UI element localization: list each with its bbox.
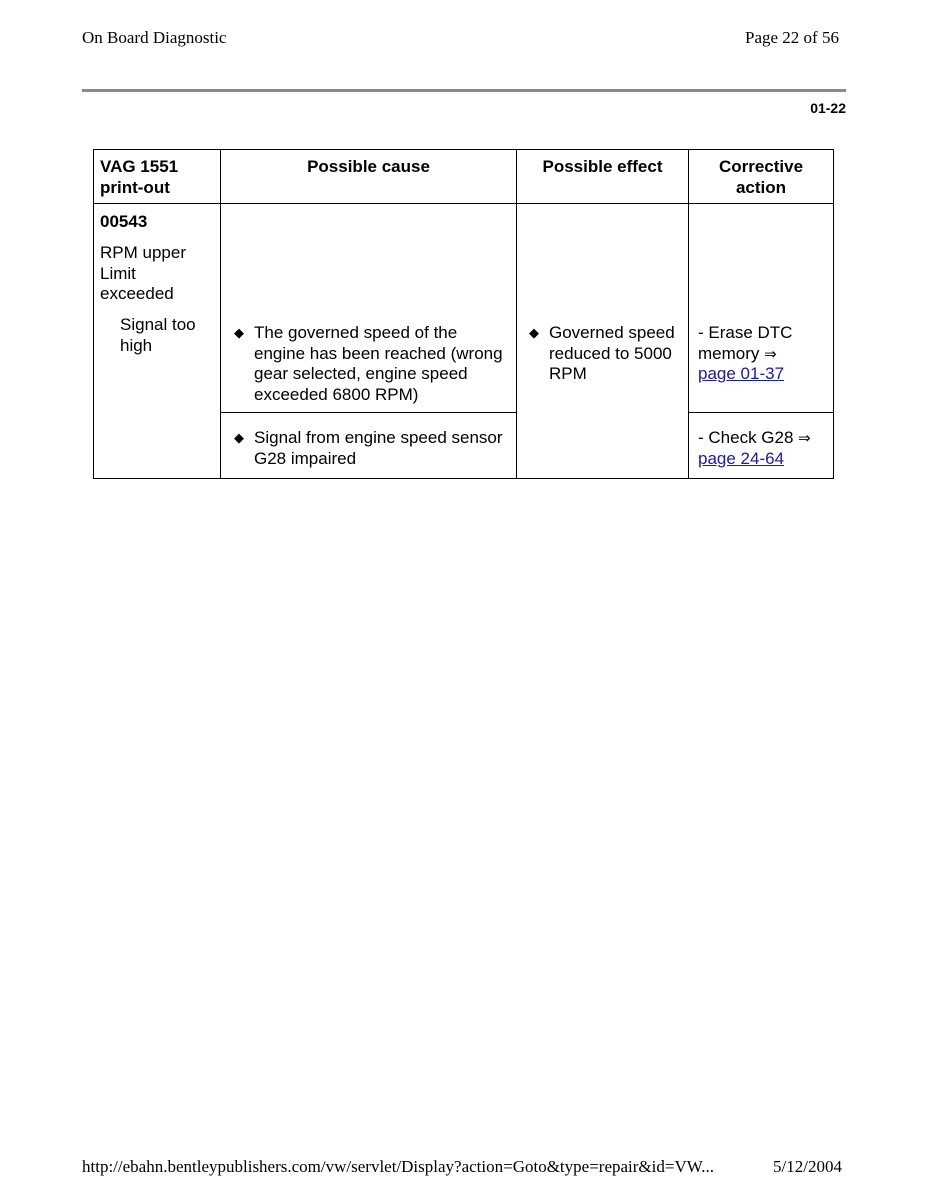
cause-cell-2 [221, 413, 517, 479]
header-print-out-line1: VAG 1551 [100, 157, 179, 176]
header-corrective-action [689, 150, 834, 204]
header-print-out-line2: print-out [100, 177, 170, 197]
action-item-2 [698, 428, 828, 469]
fault-cell [94, 204, 221, 479]
header-possible-cause: Possible cause [221, 150, 517, 204]
section-page-code: 01-22 [810, 100, 846, 116]
print-date: 5/12/2004 [773, 1157, 842, 1176]
action-cell-1 [689, 204, 834, 413]
effect-item [529, 323, 679, 385]
link-page-01-37[interactable]: page 01-37 [698, 364, 785, 383]
fault-description: RPM upper Limit exceeded [100, 243, 186, 303]
header-corrective-line1: Corrective [718, 157, 804, 176]
cause-cell-1 [221, 204, 517, 413]
action-text-2: - Check G28 [698, 428, 794, 447]
cause-item-1 [234, 323, 504, 405]
action-cell-2 [689, 413, 834, 479]
diagnostic-table [93, 149, 834, 479]
right-arrow-icon: ⇒ [798, 429, 811, 447]
page-number: Page 22 of 56 [745, 28, 839, 47]
fault-subtype: Signal too high [120, 315, 196, 355]
header-possible-effect: Possible effect [517, 150, 689, 204]
effect-text: Governed speed reduced to 5000 RPM [549, 323, 675, 383]
effect-cell [517, 204, 689, 479]
diamond-bullet-icon: ◆ [234, 325, 244, 340]
cause-text-1: The governed speed of the engine has been reached (wrong gear selected, engine speed exceeded 6800 RPM) [254, 323, 503, 404]
document-title: On Board Diagnostic [82, 28, 227, 47]
source-url: http://ebahn.bentleypublishers.com/vw/servlet/Display?action=Goto&type=repair&id=VW... [82, 1157, 714, 1176]
action-text-1: - Erase DTC memory [698, 323, 793, 363]
right-arrow-icon: ⇒ [764, 344, 777, 363]
diamond-bullet-icon: ◆ [529, 325, 539, 340]
header-print-out [94, 150, 221, 204]
cause-text-2: Signal from engine speed sensor G28 impaired [254, 428, 503, 468]
fault-code: 00543 [100, 212, 148, 231]
diamond-bullet-icon: ◆ [234, 430, 244, 445]
link-page-24-64[interactable]: page 24-64 [698, 448, 785, 468]
header-corrective-line2: action [735, 177, 787, 197]
cause-item-2 [234, 428, 504, 469]
header-divider [82, 89, 846, 92]
action-item-1 [698, 323, 828, 385]
